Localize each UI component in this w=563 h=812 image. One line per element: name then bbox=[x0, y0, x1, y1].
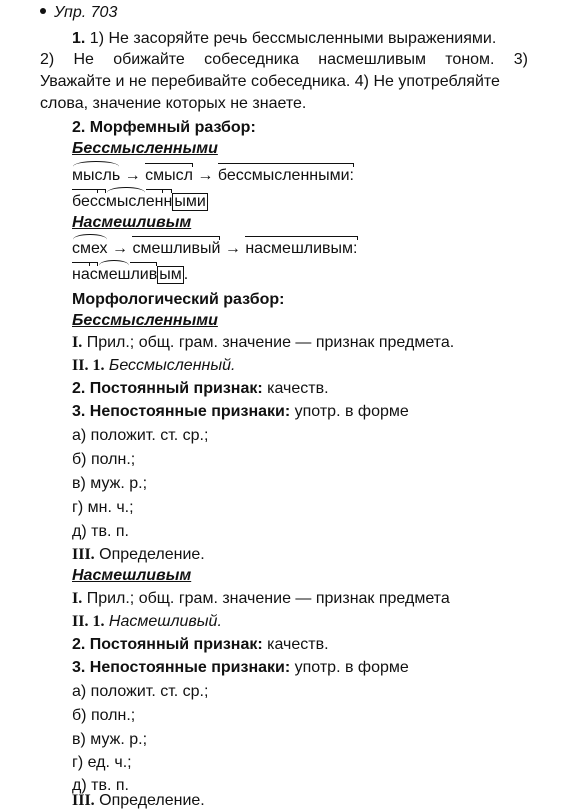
morph-word1-item-a: а) положит. ст. ср.; bbox=[72, 427, 209, 444]
morph-word2-item-d: г) ед. ч.; bbox=[72, 754, 132, 771]
arrow-icon: → bbox=[124, 167, 141, 184]
point-text: употр. в форме bbox=[294, 403, 409, 420]
morph-word1-heading: Бессмысленными bbox=[72, 312, 218, 329]
morph-word1-item-e: д) тв. п. bbox=[72, 523, 129, 540]
point-label: 3. Непостоянные признаки: bbox=[72, 403, 291, 420]
exercise-header bbox=[40, 3, 117, 23]
word1-morpheme-breakdown bbox=[72, 192, 208, 212]
morph-word2-point5 bbox=[72, 791, 205, 811]
task1-line1 bbox=[72, 29, 496, 49]
morph-word2-item-b: б) полн.; bbox=[72, 707, 136, 724]
prefix-mark: бес bbox=[72, 193, 98, 210]
initial-form: Насмешливый. bbox=[108, 613, 222, 630]
word1-derivation-chain bbox=[72, 166, 354, 186]
suffix-mark: смешливый bbox=[132, 240, 221, 257]
period: . bbox=[183, 266, 189, 283]
task1-line3: Уважайте и не перебивайте собеседника. 4) Не употребляйте bbox=[40, 73, 500, 90]
prefix-mark: с bbox=[89, 266, 98, 283]
root-arc: мысль bbox=[72, 167, 121, 184]
roman-numeral: II. 1. bbox=[72, 613, 105, 630]
ending-box: ым bbox=[159, 266, 182, 283]
point-text: Прил.; общ. грам. значение — признак предмета bbox=[86, 590, 450, 607]
point-text: качеств. bbox=[267, 636, 329, 653]
task1-text-1: 1) Не засоряйте речь бессмысленными выражениями. bbox=[89, 30, 497, 47]
suffix-mark: лив bbox=[130, 266, 158, 283]
prefix-mark: на bbox=[72, 266, 90, 283]
word2-derivation-chain bbox=[72, 239, 358, 259]
root-arc: мысл bbox=[105, 193, 146, 210]
morph-word1-item-b: б) полн.; bbox=[72, 451, 136, 468]
ending-box: ыми bbox=[174, 193, 206, 210]
roman-numeral: I. bbox=[72, 590, 83, 607]
morph-word1-point2 bbox=[72, 356, 235, 376]
point-label: 3. Непостоянные признаки: bbox=[72, 659, 291, 676]
word2-heading: Насмешливым bbox=[72, 214, 192, 231]
arrow-icon: → bbox=[197, 167, 214, 184]
arrow-icon: → bbox=[224, 240, 241, 257]
morph-word2-heading: Насмешливым bbox=[72, 567, 192, 584]
morph-word2-item-e: д) тв. п. bbox=[72, 777, 129, 794]
roman-numeral: II. 1. bbox=[72, 357, 105, 374]
roman-numeral: III. bbox=[72, 792, 95, 809]
morph-word1-item-c: в) муж. р.; bbox=[72, 475, 148, 492]
morph-word2-point1 bbox=[72, 589, 450, 609]
word2-morpheme-breakdown bbox=[72, 265, 188, 285]
morph-word2-point2 bbox=[72, 612, 222, 632]
initial-form: Бессмысленный. bbox=[108, 357, 236, 374]
task1-number: 1. bbox=[72, 30, 86, 47]
point-text: Определение. bbox=[99, 546, 205, 563]
point-label: 2. Постоянный признак: bbox=[72, 636, 263, 653]
roman-numeral: III. bbox=[72, 546, 95, 563]
root-arc: смех bbox=[72, 240, 108, 257]
morph-word1-point3 bbox=[72, 379, 329, 399]
arrow-icon: → bbox=[112, 240, 128, 257]
point-text: Определение. bbox=[99, 792, 205, 809]
morph-title: Морфологический разбор: bbox=[72, 291, 285, 308]
morph-word1-item-d: г) мн. ч.; bbox=[72, 499, 134, 516]
prefix-mark: насмешливым: bbox=[245, 240, 358, 257]
morph-word2-point3 bbox=[72, 635, 329, 655]
point-text: Прил.; общ. грам. значение — признак предмета. bbox=[86, 334, 455, 351]
task1-line2: 2) Не обижайте собеседника насмешливым тоном. 3) bbox=[40, 51, 528, 68]
morph-word1-point4 bbox=[72, 402, 409, 422]
suffix-mark: н bbox=[163, 193, 173, 210]
morph-word2-point4 bbox=[72, 658, 409, 678]
prefix-mark: смысл bbox=[145, 167, 193, 184]
word1-heading: Бессмысленными bbox=[72, 140, 218, 157]
morph-word1-point5 bbox=[72, 545, 205, 565]
point-text: употр. в форме bbox=[294, 659, 409, 676]
morph-word1-point1 bbox=[72, 333, 454, 353]
exercise-title: Упр. 703 bbox=[54, 4, 118, 21]
morph-word2-item-a: а) положит. ст. ср.; bbox=[72, 683, 209, 700]
task1-line4: слова, значение которых не знаете. bbox=[40, 95, 307, 112]
point-label: 2. Постоянный признак: bbox=[72, 380, 263, 397]
point-text: качеств. bbox=[267, 380, 329, 397]
prefix-mark: с bbox=[97, 193, 106, 210]
morph-word2-item-c: в) муж. р.; bbox=[72, 731, 148, 748]
task2-title: 2. Морфемный разбор: bbox=[72, 119, 256, 136]
prefix-mark: бессмысленными: bbox=[217, 167, 354, 184]
bullet-icon bbox=[40, 8, 46, 14]
root-arc: меш bbox=[97, 266, 131, 283]
roman-numeral: I. bbox=[72, 334, 83, 351]
suffix-mark: ен bbox=[145, 193, 164, 210]
